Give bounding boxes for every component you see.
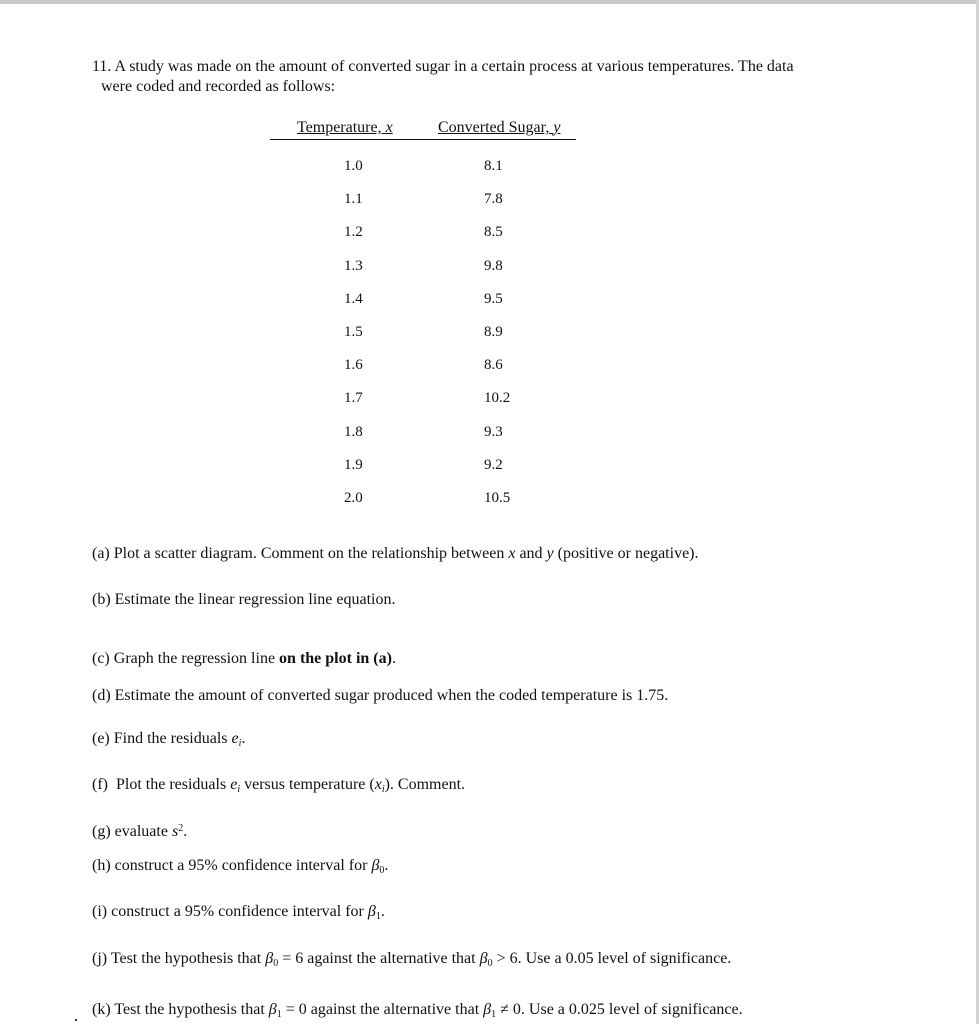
question-f: (f) Plot the residuals $e_i$ versus temperature $(x_i)$. Comment. xyxy=(92,776,466,795)
cell-converted-sugar: 8.5 xyxy=(484,224,503,241)
cell-converted-sugar: 8.6 xyxy=(484,357,503,374)
cell-temperature: 1.8 xyxy=(344,423,363,440)
cell-temperature: 1.2 xyxy=(344,224,363,241)
cell-temperature: 1.7 xyxy=(344,390,363,407)
cell-temperature: 2.0 xyxy=(344,490,363,506)
question-d: (d) Estimate the amount of converted sugar produced when the coded temperature is 1.75. xyxy=(92,687,669,704)
question-a: (a) Plot a scatter diagram. Comment on the relationship between x and y (positive or negative). xyxy=(92,545,699,562)
problem-line-1 xyxy=(92,57,912,77)
cell-converted-sugar: 9.3 xyxy=(484,423,503,440)
cell-temperature: 1.3 xyxy=(344,257,363,274)
cell-converted-sugar: 7.8 xyxy=(484,191,503,208)
problem-statement xyxy=(92,57,912,97)
cell-temperature: 1.0 xyxy=(344,158,363,174)
cell-temperature: 1.1 xyxy=(344,191,363,208)
problem-number: 11. xyxy=(92,58,112,75)
question-b: (b) Estimate the linear regression line equation. xyxy=(92,591,396,608)
question-e: (e) Find the residuals $e_i$. xyxy=(92,730,246,749)
question-c: (c) Graph the regression line on the plot in (a). xyxy=(92,650,396,667)
cell-converted-sugar: 8.1 xyxy=(484,158,503,174)
question-j: (j) Test the hypothesis that $\beta_0 = 6$ against the alternative that $\beta_0 > 6$. Use a 0.05 level of significance. xyxy=(92,950,732,969)
cell-temperature: 1.9 xyxy=(344,456,363,473)
cell-converted-sugar: 9.5 xyxy=(484,290,503,307)
cell-converted-sugar: 10.5 xyxy=(484,490,511,506)
question-h: (h) construct a 95% confidence interval for $\beta_0$. xyxy=(92,857,389,876)
problem-intro-1: A study was made on the amount of converted sugar in a certain process at various temperatures. The data xyxy=(114,58,794,75)
header-temperature: Temperature, x xyxy=(297,119,393,136)
cell-converted-sugar: 10.2 xyxy=(484,390,511,407)
cell-converted-sugar: 9.8 xyxy=(484,257,503,274)
stray-mark xyxy=(75,1019,77,1021)
window-top-border xyxy=(0,0,979,4)
header-converted-sugar: Converted Sugar, y xyxy=(438,119,561,136)
question-i: (i) construct a 95% confidence interval for $\beta_1$. xyxy=(92,903,385,922)
cell-temperature: 1.4 xyxy=(344,290,363,307)
question-k: (k) Test the hypothesis that $\beta_1 = 0$ against the alternative that $\beta_1 \ne 0$. Use a 0.025 level of significance. xyxy=(92,1001,743,1020)
cell-converted-sugar: 8.9 xyxy=(484,324,503,340)
cell-temperature: 1.6 xyxy=(344,357,363,374)
cell-temperature: 1.5 xyxy=(344,324,363,340)
table-header xyxy=(270,117,576,140)
data-table xyxy=(270,117,576,506)
cell-converted-sugar: 9.2 xyxy=(484,456,503,473)
question-g: (g) evaluate $s^2$. xyxy=(92,823,188,840)
problem-intro-2: were coded and recorded as follows: xyxy=(101,78,336,95)
